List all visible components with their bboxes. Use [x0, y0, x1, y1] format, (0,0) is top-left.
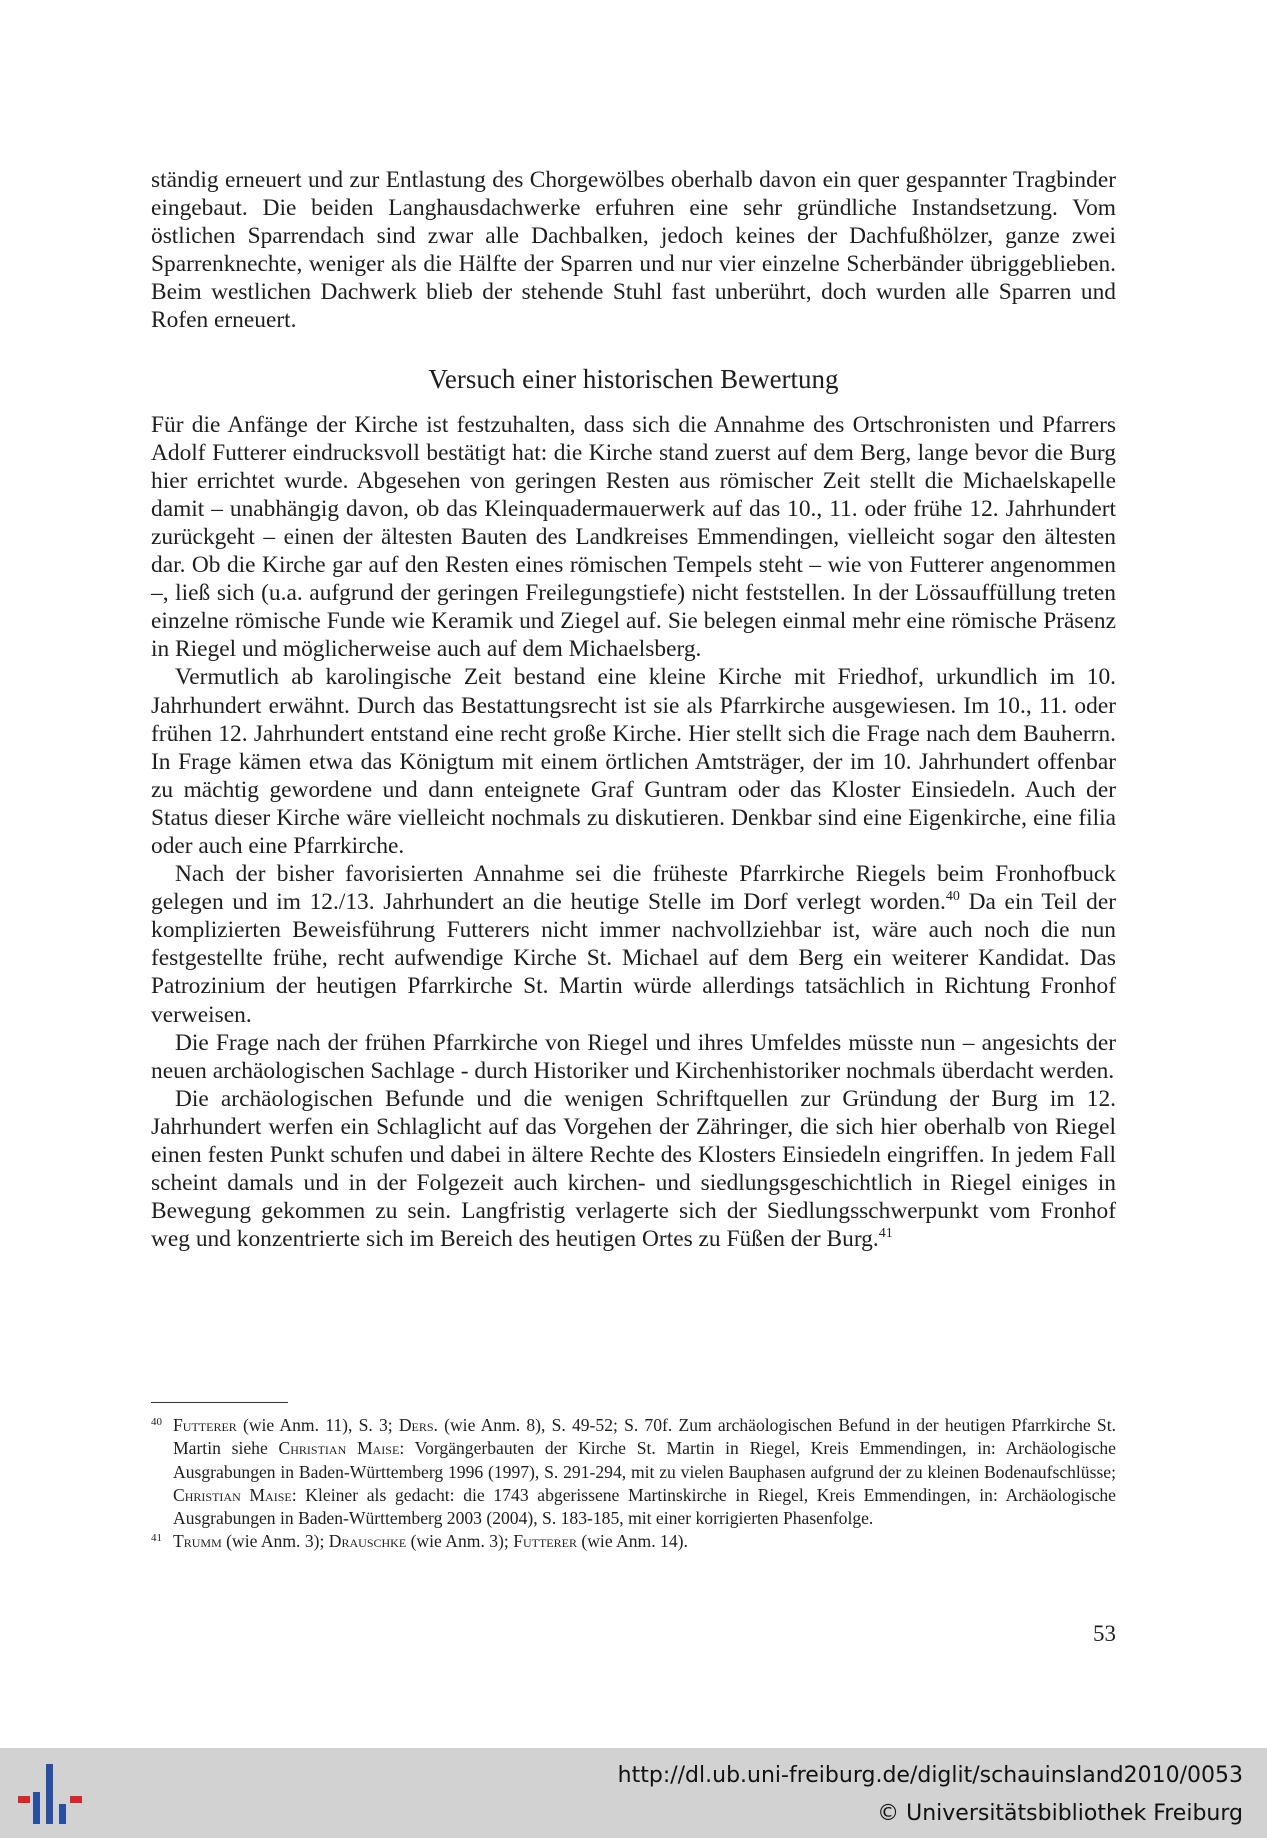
source-url-link[interactable]: http://dl.ub.uni-freiburg.de/diglit/schauinsland2010/0053 — [617, 1763, 1243, 1788]
footer-bar — [0, 1748, 1267, 1838]
paragraph-3-text-a: Nach der bisher favorisierten Annahme sei die früheste Pfarrkirche Riegels beim Fronhofbuck gelegen und im 12./13. Jahrhundert an die heutige Stelle im Dorf verlegt worden. — [151, 861, 1116, 916]
section-heading: Versuch einer historischen Bewertung — [428, 363, 839, 394]
footnote-text: (wie Anm. 11), S. 3; — [236, 1415, 399, 1435]
author-name: Christian Maise — [278, 1438, 400, 1459]
footnotes — [151, 1414, 1116, 1554]
paragraph-5 — [151, 1085, 1116, 1254]
author-name: Futterer — [173, 1415, 237, 1435]
footnote-divider — [151, 1402, 288, 1403]
footnote-41: 41 Trumm (wie Anm. 3); Drauschke (wie Anm. 3); Futterer (wie Anm. 14). — [151, 1531, 688, 1552]
footnote-ref-41[interactable]: 41 — [878, 1226, 893, 1242]
author-name: Christian Maise — [173, 1484, 292, 1505]
author-name: Futterer — [513, 1531, 577, 1552]
paragraph-5-text: Die archäologischen Befunde und die wenigen Schriftquellen zur Gründung der Burg im 12. Jahrhundert werfen ein Schlaglicht auf das Vorgehen der Zähringer, die sich hier oberhalb von Riegel einen festen Punkt schufen und dabei in ältere Rechte des Klosters Einsiedeln eingriffen. In jedem Fall scheint damals und in der Folgezeit auch kirchen- und siedlungsgeschichtlich in Riegel einiges in Bewegung gekommen zu sein. Langfristig verlagerte sich der Siedlungsschwerpunkt vom Fronhof weg und konzentrierte sich im Bereich des heutigen Ortes zu Füßen der Burg. — [151, 1085, 1116, 1253]
paragraph-1: Für die Anfänge der Kirche ist festzuhalten, dass sich die Annahme des Ortschronisten und Pfarrers Adolf Futterer eindrucksvoll bestätigt hat: die Kirche stand zuerst auf dem Berg, lange bevor die Burg hier errichtet wurde. Abgesehen von geringen Resten aus römischer Zeit stellt die Michaelskapelle damit – unabhängig davon, ob das Kleinquadermauerwerk auf das 10., 11. oder frühe 12. Jahrhundert zurückgeht – einen der ältesten Bauten des Landkreises Emmendingen, vielleicht sogar den ältesten dar. Ob die Kirche gar auf den Resten eines römischen Tempels steht – wie von Futterer angenommen –, ließ sich (u.a. aufgrund der geringen Freilegungstiefe) nicht feststellen. In der Lössauffüllung treten einzelne römische Funde wie Keramik und Ziegel auf. Sie belegen einmal mehr eine römische Präsenz in Riegel und möglicherweise auch auf dem Michaelsberg. — [151, 411, 1116, 663]
footnote-40: 40 Futterer (wie Anm. 11), S. 3; Ders. (wie Anm. 8), S. 49-52; S. 70f. Zum archäologischen Befund in der heutigen Pfarrkirche St. Martin siehe Christian Maise: Vorgängerbauten der Kirche St. Martin in Riegel, Kreis Emmendingen, in: Archäologische Ausgrabungen in Baden-Württemberg 1996 (1997), S. 291-294, mit zu vielen Bauphasen aufgrund der zu kleinen Bodenaufschlüsse; Christian Maise: Kleiner als gedacht: die 1743 abgerissene Martinskirche in Riegel, Kreis Emmendingen, in: Archäologische Ausgrabungen in Baden-Württemberg 2003 (2004), S. 183-185, mit einer korrigierten Phasenfolge. — [151, 1415, 1116, 1529]
footnote-text: (wie Anm. 8), S. 49-52; S. 70f. Zum archäologischen Befund in der heutigen Pfarrkirche St. Martin siehe — [173, 1415, 1116, 1459]
footnote-ref-40[interactable]: 40 — [945, 889, 960, 905]
main-text — [151, 166, 1116, 1253]
paragraph-continued: ständig erneuert und zur Entlastung des Chorgewölbes oberhalb davon ein quer gespannter Tragbinder eingebaut. Die beiden Langhausdachwerke erfuhren eine sehr gründliche Instandsetzung. Vom östlichen Sparrendach sind zwar alle Dachbalken, jedoch keines der Dachfußhölzer, ganze zwei Sparrenknechte, weniger als die Hälfte der Sparren und nur vier einzelne Scherbänder übriggeblieben. Beim westlichen Dachwerk blieb der stehende Stuhl fast unberührt, doch wurden alle Sparren und Rofen erneuert. — [151, 167, 1116, 334]
paragraph-3 — [151, 860, 1116, 1029]
page-number: 53 — [1093, 1621, 1116, 1646]
footnote-text: (wie Anm. 3); — [406, 1531, 514, 1552]
footnote-text: : Kleiner als gedacht: die 1743 abgerissene Martinskirche in Riegel, Kreis Emmendingen, in: Archäologische Ausgrabungen in Baden-Württemberg 2003 (2004), S. 183-185, mit einer korrigierten Phasenfolge. — [173, 1484, 1116, 1529]
paragraph-2: Vermutlich ab karolingische Zeit bestand eine kleine Kirche mit Friedhof, urkundlich im 10. Jahrhundert erwähnt. Durch das Bestattungsrecht ist sie als Pfarrkirche ausgewiesen. Im 10., 11. oder frühen 12. Jahrhundert entstand eine recht große Kirche. Hier stellt sich die Frage nach dem Bauherrn. In Frage kämen etwa das Königtum mit einem örtlichen Amtsträger, der im 10. Jahrhundert offenbar zu mächtig gewordene und dann enteignete Graf Guntram oder das Kloster Einsiedeln. Auch der Status dieser Kirche wäre vielleicht nochmals zu diskutieren. Denkbar sind eine Eigenkirche, eine filia oder auch eine Pfarrkirche. — [151, 664, 1116, 859]
author-name: Drauschke — [328, 1531, 407, 1552]
copyright-notice: © Universitätsbibliothek Freiburg — [877, 1801, 1243, 1826]
footnote-text: (wie Anm. 3); — [221, 1531, 329, 1552]
ub-freiburg-logo-icon — [18, 1760, 82, 1826]
paragraph-3-text-b: Da ein Teil der komplizierten Beweisführung Futterers nicht immer nachvollziehbar ist, wäre auch noch die nun festgestellte frühe, recht aufwendige Kirche St. Michael auf dem Berg ein weiterer Kandidat. Das Patrozinium der heutigen Pfarrkirche St. Martin würde allerdings tatsächlich in Richtung Fronhof verweisen. — [151, 889, 1116, 1028]
author-name: Trumm — [173, 1531, 222, 1552]
paragraph-4: Die Frage nach der frühen Pfarrkirche von Riegel und ihres Umfeldes müsste nun – angesichts der neuen archäologischen Sachlage - durch Historiker und Kirchenhistoriker nochmals überdacht werden. — [151, 1029, 1116, 1084]
footnote-text: : Vorgängerbauten der Kirche St. Martin in Riegel, Kreis Emmendingen, in: Archäologische Ausgrabungen in Baden-Württemberg 1996 (1997), S. 291-294, mit zu vielen Bauphasen aufgrund der zu kleinen Bodenaufschlüsse; — [173, 1438, 1116, 1482]
author-name: Ders. — [398, 1415, 438, 1435]
footnote-text: (wie Anm. 14). — [576, 1531, 688, 1552]
